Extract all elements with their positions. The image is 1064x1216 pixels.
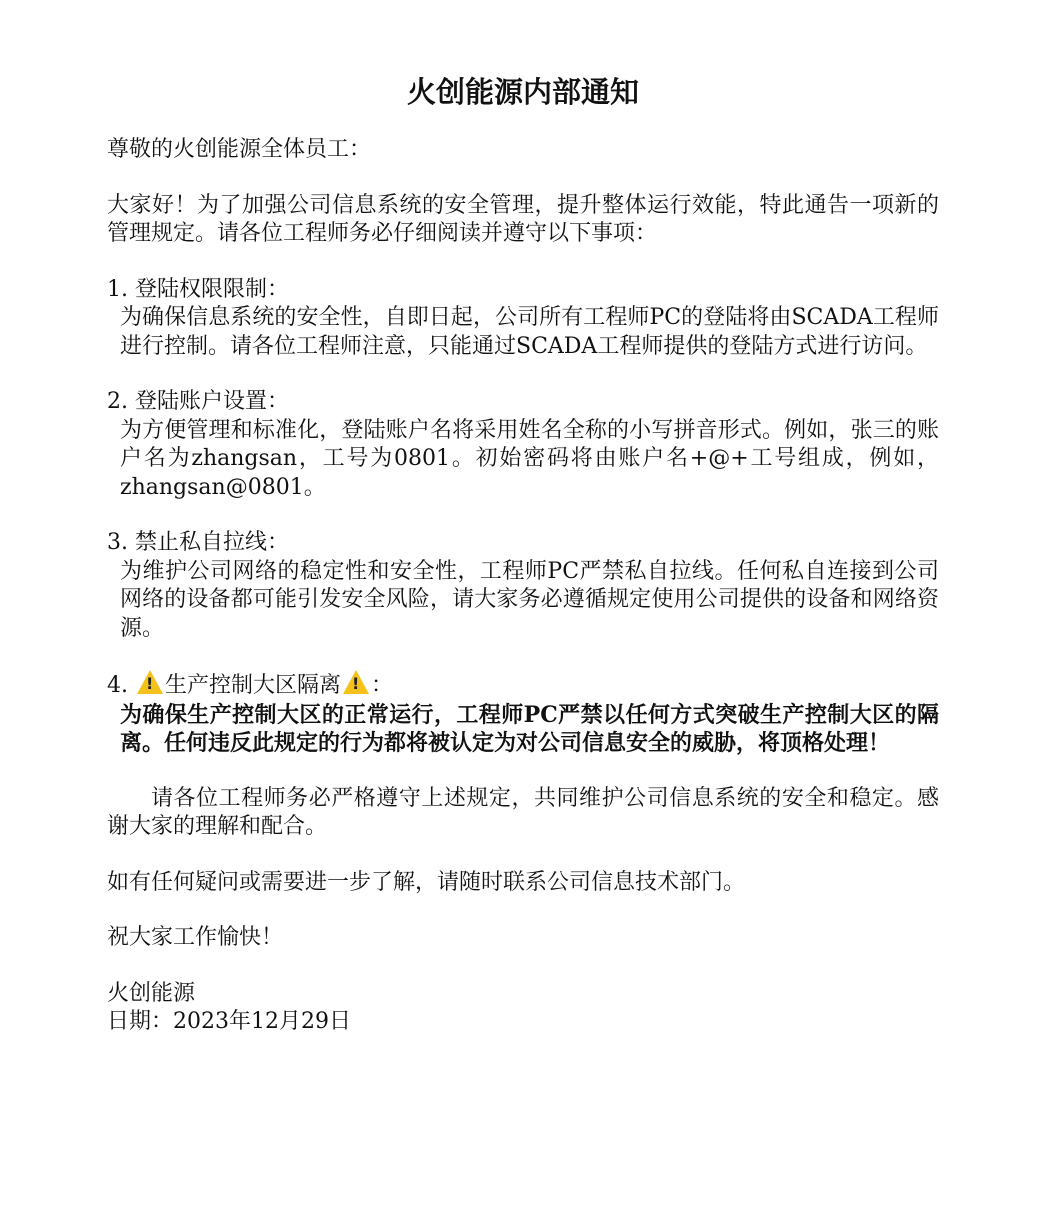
notice-document (107, 70, 939, 1037)
section-4-heading (107, 670, 939, 701)
section-1-heading: 1. 登陆权限限制： (107, 276, 289, 302)
section-4 (107, 670, 939, 758)
closing-paragraph: 请各位工程师务必严格遵守上述规定，共同维护公司信息系统的安全和稳定。感谢大家的理解和配合。 (107, 785, 939, 839)
notice-title: 火创能源内部通知 (406, 75, 639, 109)
intro-paragraph: 大家好！为了加强公司信息系统的安全管理，提升整体运行效能，特此通告一项新的管理规定。请各位工程师务必仔细阅读并遵守以下事项： (107, 192, 939, 246)
section-2-heading: 2. 登陆账户设置： (107, 389, 289, 414)
warning-icon (137, 670, 163, 694)
section-4-heading-number: 4. (107, 673, 135, 698)
section-2-body: 为方便管理和标准化，登陆账户名将采用姓名全称的小写拼音形式。例如，张三的账户名为zhangsan，工号为0801。初始密码将由账户名+@+工号组成，例如，zhangsan@0801。 (120, 417, 939, 500)
section-3 (107, 529, 939, 643)
section-4-heading-text: 生产控制大区隔离 (164, 673, 341, 698)
warning-icon (343, 670, 369, 694)
signature-block (107, 980, 939, 1037)
greeting: 尊敬的火创能源全体员工： (107, 137, 372, 162)
date-line: 日期：2023年12月29日 (107, 1009, 351, 1034)
section-1 (107, 276, 939, 362)
section-3-body: 为维护公司网络的稳定性和安全性，工程师PC严禁私自拉线。任何私自连接到公司网络的设备都可能引发安全风险，请大家务必遵循规定使用公司提供的设备和网络资源。 (120, 558, 939, 641)
wish-line: 祝大家工作愉快！ (107, 925, 284, 950)
section-2 (107, 388, 939, 502)
signature: 火创能源 (107, 980, 196, 1006)
section-4-heading-colon: ： (371, 673, 394, 698)
contact-paragraph: 如有任何疑问或需要进一步了解，请随时联系公司信息技术部门。 (107, 869, 746, 895)
section-3-heading: 3. 禁止私自拉线： (107, 530, 289, 555)
section-1-body: 为确保信息系统的安全性，自即日起，公司所有工程师PC的登陆将由SCADA工程师进行控制。请各位工程师注意，只能通过SCADA工程师提供的登陆方式进行访问。 (120, 305, 939, 359)
section-4-body: 为确保生产控制大区的正常运行，工程师PC严禁以任何方式突破生产控制大区的隔离。任何违反此规定的行为都将被认定为对公司信息安全的威胁，将顶格处理！ (120, 701, 939, 756)
